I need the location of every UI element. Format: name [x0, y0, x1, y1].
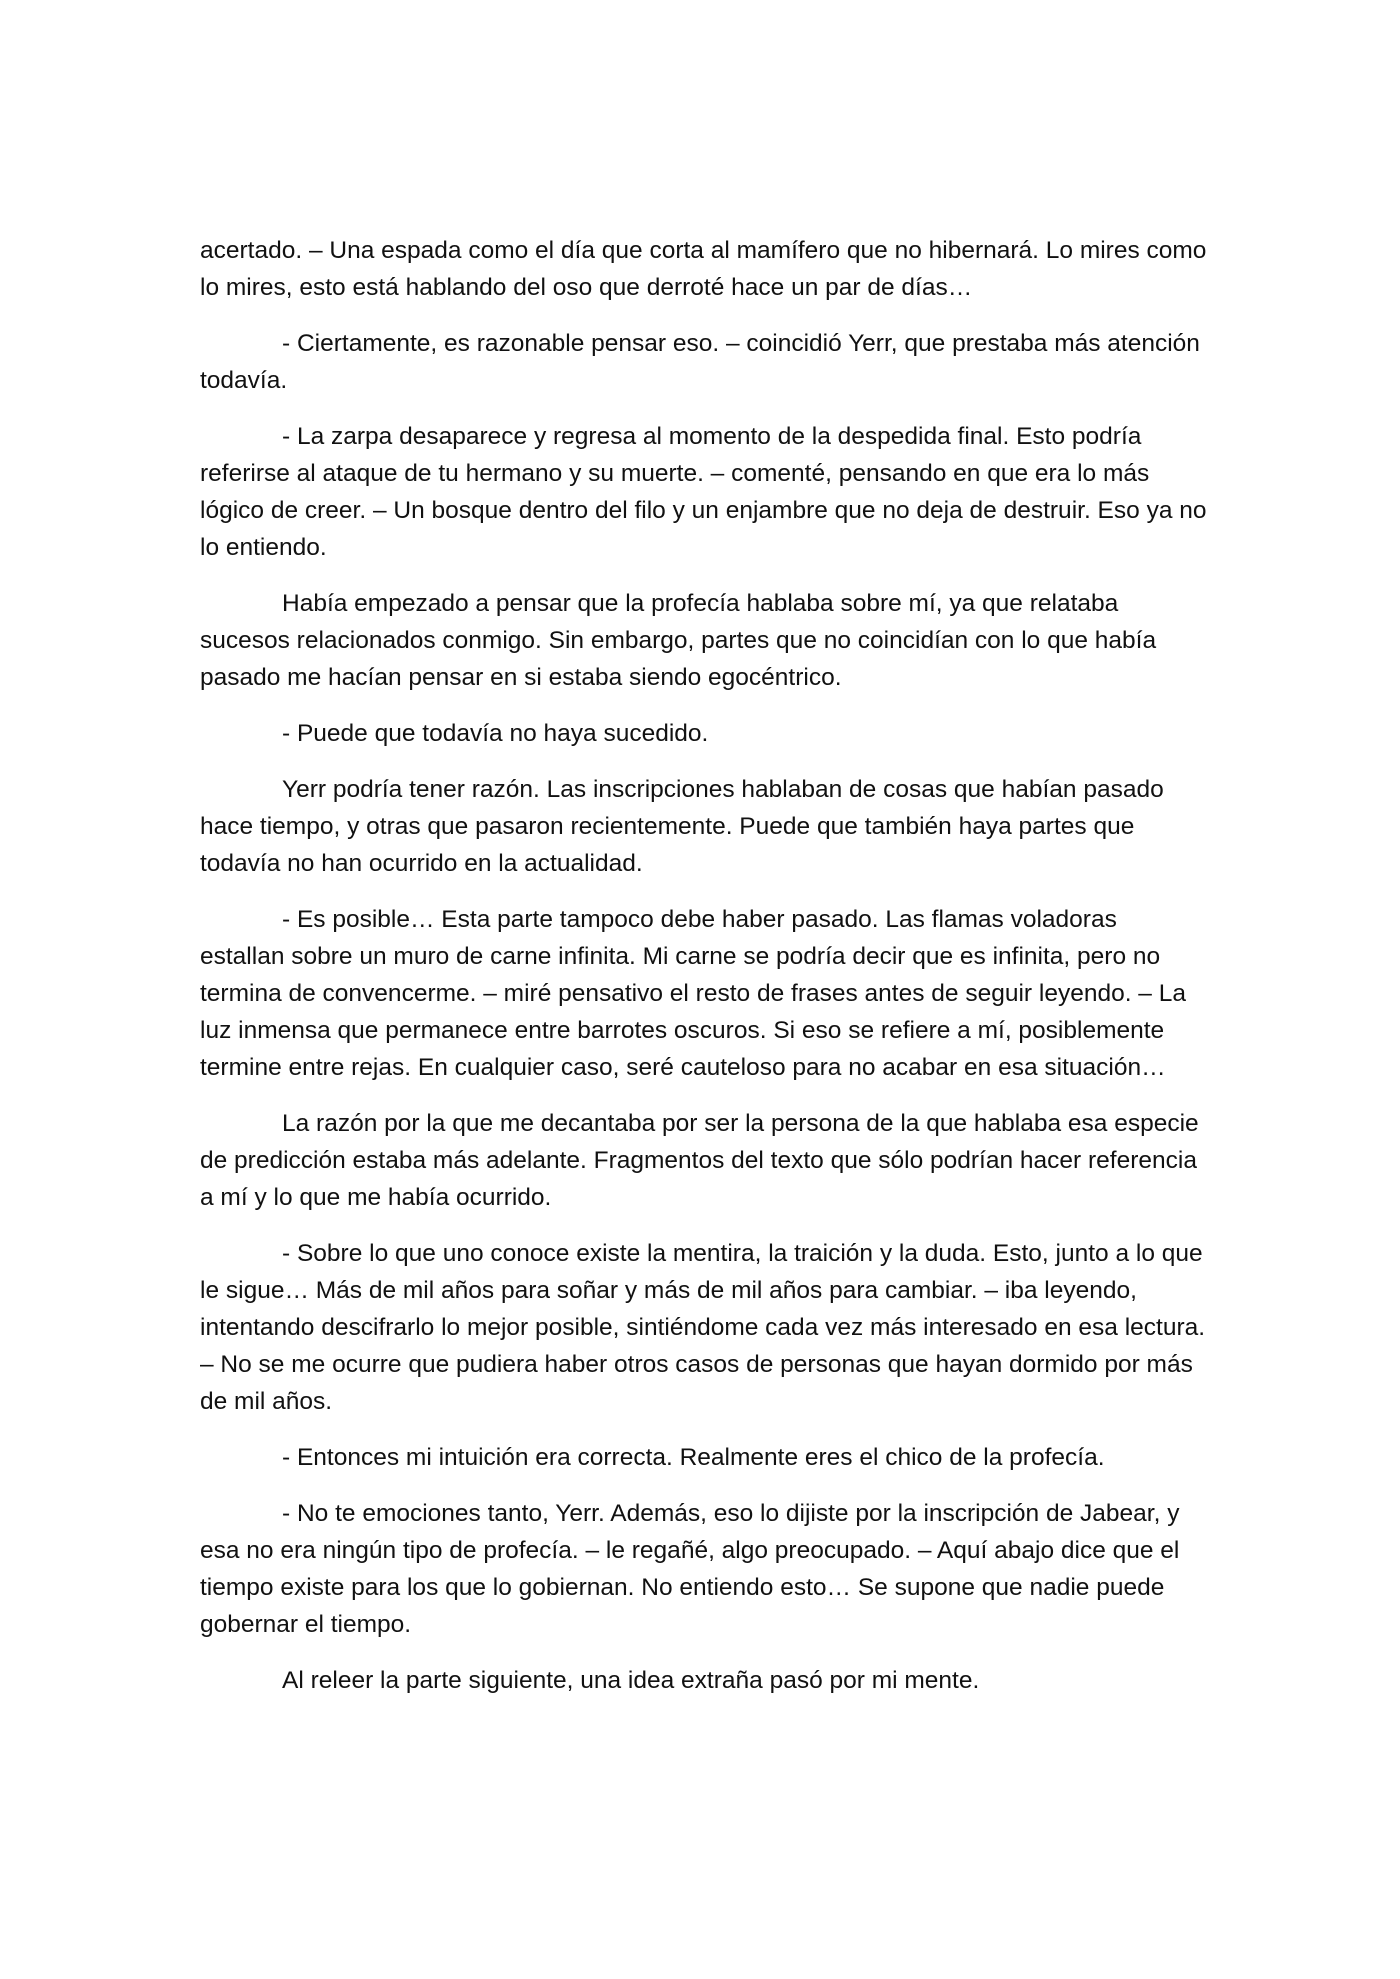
paragraph-6: Yerr podría tener razón. Las inscripciones hablaban de cosas que habían pasado hace tiempo, y otras que pasaron recientemente. Puede que también haya partes que todavía no han ocurrido en la actualidad.	[200, 776, 1164, 877]
paragraph-11: - No te emociones tanto, Yerr. Además, eso lo dijiste por la inscripción de Jabear, y esa no era ningún tipo de profecía. – le regañé, algo preocupado. – Aquí abajo dice que el tiempo existe para los que lo gobiernan. No entiendo esto… Se supone que nadie puede gobernar el tiempo.	[200, 1500, 1180, 1638]
paragraph-2: - Ciertamente, es razonable pensar eso. – coincidió Yerr, que prestaba más atención todavía.	[200, 330, 1200, 394]
paragraph-9: - Sobre lo que uno conoce existe la mentira, la traición y la duda. Esto, junto a lo que le sigue… Más de mil años para soñar y más de mil años para cambiar. – iba leyendo, intentando descifrarlo lo mejor posible, sintiéndome cada vez más interesado en esa lectura. – No se me ocurre que pudiera haber otros casos de personas que hayan dormido por más de mil años.	[200, 1240, 1206, 1415]
paragraph-4: Había empezado a pensar que la profecía hablaba sobre mí, ya que relataba sucesos relacionados conmigo. Sin embargo, partes que no coincidían con lo que había pasado me hacían pensar en si estaba siendo egocéntrico.	[200, 590, 1157, 691]
paragraph-5: - Puede que todavía no haya sucedido.	[282, 720, 709, 747]
paragraph-1: acertado. – Una espada como el día que corta al mamífero que no hibernará. Lo mires como lo mires, esto está hablando del oso que derroté hace un par de días…	[200, 237, 1207, 301]
paragraph-8: La razón por la que me decantaba por ser la persona de la que hablaba esa especie de predicción estaba más adelante. Fragmentos del texto que sólo podrían hacer referencia a mí y lo que me había ocurrido.	[200, 1110, 1199, 1211]
document-page	[200, 232, 1208, 1718]
paragraph-3: - La zarpa desaparece y regresa al momento de la despedida final. Esto podría referirse al ataque de tu hermano y su muerte. – comenté, pensando en que era lo más lógico de creer. – Un bosque dentro del filo y un enjambre que no deja de destruir. Eso ya no lo entiendo.	[200, 423, 1207, 561]
paragraph-7: - Es posible… Esta parte tampoco debe haber pasado. Las flamas voladoras estallan sobre un muro de carne infinita. Mi carne se podría decir que es infinita, pero no termina de convencerme. – miré pensativo el resto de frases antes de seguir leyendo. – La luz inmensa que permanece entre barrotes oscuros. Si eso se refiere a mí, posiblemente termine entre rejas. En cualquier caso, seré cauteloso para no acabar en esa situación…	[200, 906, 1186, 1081]
paragraph-10: - Entonces mi intuición era correcta. Realmente eres el chico de la profecía.	[282, 1444, 1105, 1471]
paragraph-12: Al releer la parte siguiente, una idea extraña pasó por mi mente.	[282, 1667, 980, 1694]
